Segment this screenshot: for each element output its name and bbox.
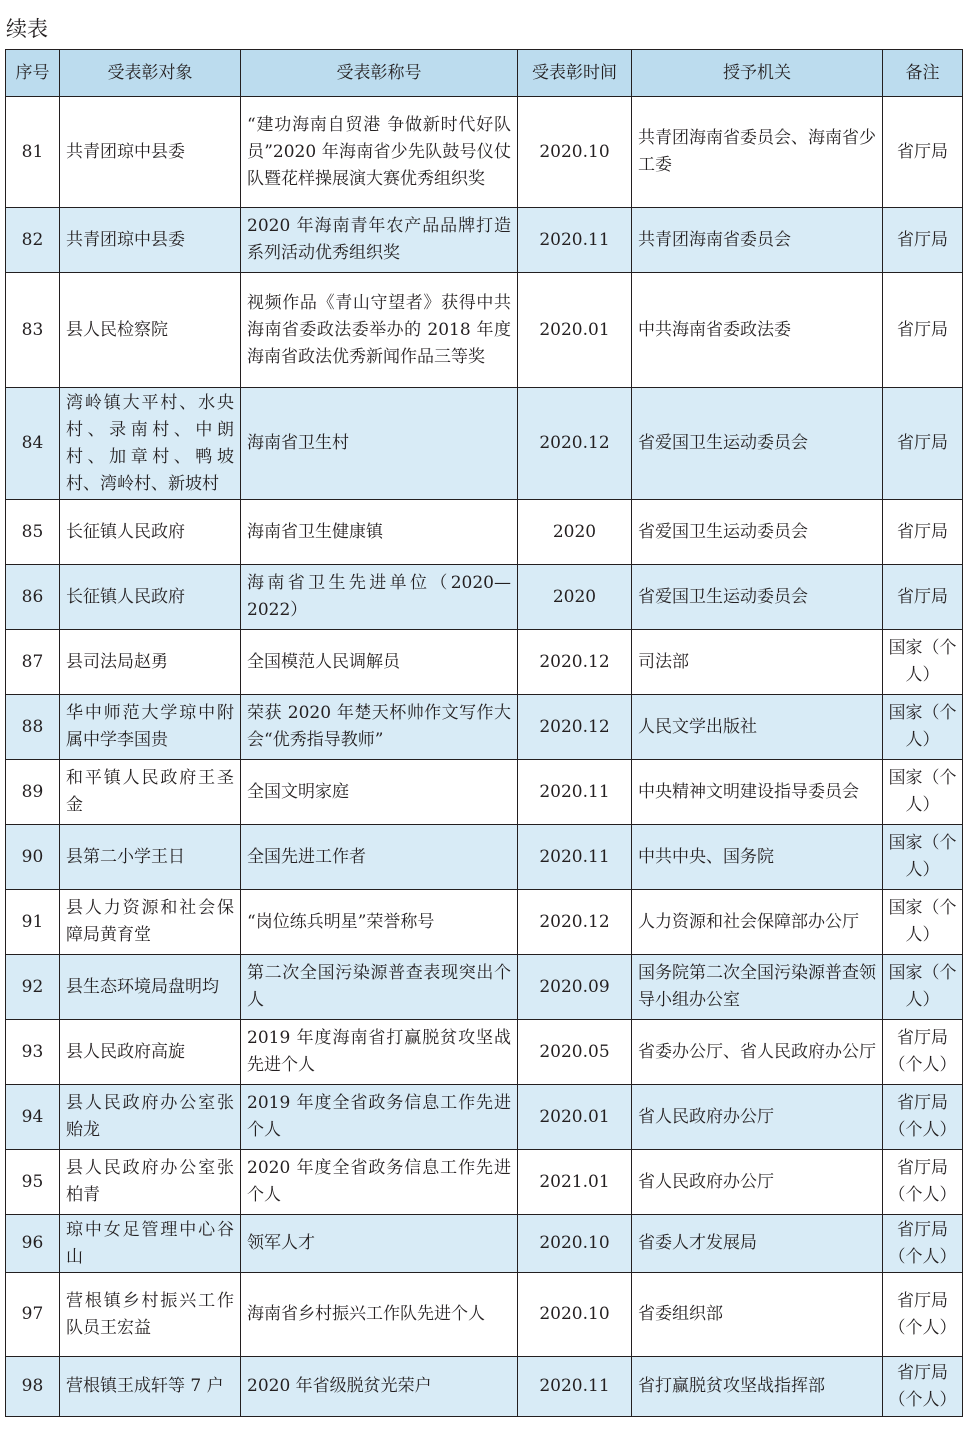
cell-index: 89 <box>6 760 60 825</box>
awards-table <box>5 49 963 1417</box>
cell-remarks: 省厅局（个人） <box>883 1215 963 1273</box>
table-row <box>6 565 963 630</box>
cell-index: 95 <box>6 1150 60 1215</box>
cell-remarks: 国家（个人） <box>883 955 963 1020</box>
table-row <box>6 825 963 890</box>
cell-recipient: 长征镇人民政府 <box>60 500 241 565</box>
cell-index: 96 <box>6 1215 60 1273</box>
cell-recipient: 共青团琼中县委 <box>60 97 241 208</box>
cell-award-title: 2020 年省级脱贫光荣户 <box>241 1357 518 1417</box>
cell-award-title: 海南省乡村振兴工作队先进个人 <box>241 1273 518 1357</box>
table-row <box>6 955 963 1020</box>
cell-granting-body: 人民文学出版社 <box>632 695 883 760</box>
cell-granting-body: 中共中央、国务院 <box>632 825 883 890</box>
cell-granting-body: 省委组织部 <box>632 1273 883 1357</box>
table-row <box>6 695 963 760</box>
cell-recipient: 县人民政府高旋 <box>60 1020 241 1085</box>
cell-remarks: 省厅局 <box>883 388 963 500</box>
cell-remarks: 省厅局 <box>883 565 963 630</box>
cell-recipient: 县人民政府办公室张贻龙 <box>60 1085 241 1150</box>
table-caption: 续表 <box>6 17 48 41</box>
cell-award-time: 2020.01 <box>518 1085 632 1150</box>
table-row <box>6 500 963 565</box>
cell-award-title: “建功海南自贸港 争做新时代好队员”2020 年海南省少先队鼓号仪仗队暨花样操展演大赛优秀组织奖 <box>241 97 518 208</box>
cell-index: 88 <box>6 695 60 760</box>
cell-remarks: 国家（个人） <box>883 760 963 825</box>
cell-recipient: 华中师范大学琼中附属中学李国贵 <box>60 695 241 760</box>
cell-index: 82 <box>6 208 60 273</box>
cell-granting-body: 中共海南省委政法委 <box>632 273 883 388</box>
cell-award-time: 2020.01 <box>518 273 632 388</box>
table-row <box>6 1020 963 1085</box>
header-award-time: 受表彰时间 <box>518 50 632 97</box>
cell-recipient: 县第二小学王日 <box>60 825 241 890</box>
cell-remarks: 省厅局（个人） <box>883 1357 963 1417</box>
cell-granting-body: 中央精神文明建设指导委员会 <box>632 760 883 825</box>
table-row <box>6 388 963 500</box>
cell-remarks: 省厅局（个人） <box>883 1020 963 1085</box>
cell-award-title: 海南省卫生村 <box>241 388 518 500</box>
cell-granting-body: 省爱国卫生运动委员会 <box>632 500 883 565</box>
cell-award-title: 2019 年度海南省打赢脱贫攻坚战先进个人 <box>241 1020 518 1085</box>
cell-index: 86 <box>6 565 60 630</box>
cell-index: 85 <box>6 500 60 565</box>
cell-award-title: 荣获 2020 年楚天杯帅作文写作大会“优秀指导教师” <box>241 695 518 760</box>
cell-index: 93 <box>6 1020 60 1085</box>
cell-granting-body: 省人民政府办公厅 <box>632 1085 883 1150</box>
cell-recipient: 营根镇王成轩等 7 户 <box>60 1357 241 1417</box>
cell-award-title: 全国先进工作者 <box>241 825 518 890</box>
cell-index: 87 <box>6 630 60 695</box>
cell-recipient: 湾岭镇大平村、水央村、录南村、中朗村、加章村、鸭坡村、湾岭村、新坡村 <box>60 388 241 500</box>
cell-granting-body: 省委人才发展局 <box>632 1215 883 1273</box>
cell-index: 97 <box>6 1273 60 1357</box>
cell-award-title: 2020 年度全省政务信息工作先进个人 <box>241 1150 518 1215</box>
cell-award-time: 2020.05 <box>518 1020 632 1085</box>
cell-award-time: 2020.11 <box>518 1357 632 1417</box>
cell-granting-body: 共青团海南省委员会 <box>632 208 883 273</box>
cell-award-title: 2019 年度全省政务信息工作先进个人 <box>241 1085 518 1150</box>
cell-remarks: 国家（个人） <box>883 825 963 890</box>
cell-recipient: 县生态环境局盘明均 <box>60 955 241 1020</box>
cell-granting-body: 省爱国卫生运动委员会 <box>632 388 883 500</box>
cell-granting-body: 省爱国卫生运动委员会 <box>632 565 883 630</box>
table-header-row <box>6 50 963 97</box>
cell-granting-body: 司法部 <box>632 630 883 695</box>
cell-award-time: 2020.10 <box>518 1273 632 1357</box>
cell-award-time: 2020.11 <box>518 825 632 890</box>
header-index: 序号 <box>6 50 60 97</box>
cell-recipient: 县人民检察院 <box>60 273 241 388</box>
cell-remarks: 国家（个人） <box>883 890 963 955</box>
cell-award-time: 2021.01 <box>518 1150 632 1215</box>
cell-award-time: 2020.12 <box>518 388 632 500</box>
cell-award-time: 2020 <box>518 500 632 565</box>
cell-index: 94 <box>6 1085 60 1150</box>
cell-award-time: 2020.12 <box>518 695 632 760</box>
cell-award-time: 2020.10 <box>518 97 632 208</box>
cell-award-time: 2020.11 <box>518 760 632 825</box>
cell-recipient: 营根镇乡村振兴工作队员王宏益 <box>60 1273 241 1357</box>
header-granting-body: 授予机关 <box>632 50 883 97</box>
cell-index: 91 <box>6 890 60 955</box>
cell-recipient: 县司法局赵勇 <box>60 630 241 695</box>
cell-recipient: 县人力资源和社会保障局黄育堂 <box>60 890 241 955</box>
table-row <box>6 208 963 273</box>
table-row <box>6 760 963 825</box>
cell-award-title: 海南省卫生健康镇 <box>241 500 518 565</box>
cell-index: 92 <box>6 955 60 1020</box>
cell-granting-body: 省委办公厅、省人民政府办公厅 <box>632 1020 883 1085</box>
cell-award-time: 2020.10 <box>518 1215 632 1273</box>
cell-remarks: 国家（个人） <box>883 695 963 760</box>
cell-remarks: 省厅局 <box>883 273 963 388</box>
cell-remarks: 省厅局 <box>883 97 963 208</box>
table-body <box>6 97 963 1417</box>
cell-remarks: 省厅局 <box>883 500 963 565</box>
cell-index: 83 <box>6 273 60 388</box>
cell-recipient: 共青团琼中县委 <box>60 208 241 273</box>
cell-award-time: 2020.12 <box>518 630 632 695</box>
cell-granting-body: 人力资源和社会保障部办公厅 <box>632 890 883 955</box>
cell-award-title: 海南省卫生先进单位（2020—2022） <box>241 565 518 630</box>
cell-award-title: “岗位练兵明星”荣誉称号 <box>241 890 518 955</box>
table-row <box>6 1215 963 1273</box>
cell-granting-body: 省打赢脱贫攻坚战指挥部 <box>632 1357 883 1417</box>
table-row <box>6 1085 963 1150</box>
cell-award-title: 领军人才 <box>241 1215 518 1273</box>
cell-award-title: 全国文明家庭 <box>241 760 518 825</box>
cell-granting-body: 国务院第二次全国污染源普查领导小组办公室 <box>632 955 883 1020</box>
table-row <box>6 97 963 208</box>
header-remarks: 备注 <box>883 50 963 97</box>
header-recipient: 受表彰对象 <box>60 50 241 97</box>
cell-recipient: 县人民政府办公室张柏青 <box>60 1150 241 1215</box>
cell-award-time: 2020.11 <box>518 208 632 273</box>
table-row <box>6 890 963 955</box>
table-row <box>6 273 963 388</box>
table-row <box>6 630 963 695</box>
cell-index: 81 <box>6 97 60 208</box>
cell-award-title: 2020 年海南青年农产品品牌打造系列活动优秀组织奖 <box>241 208 518 273</box>
cell-award-title: 第二次全国污染源普查表现突出个人 <box>241 955 518 1020</box>
cell-remarks: 省厅局（个人） <box>883 1150 963 1215</box>
cell-index: 84 <box>6 388 60 500</box>
cell-granting-body: 共青团海南省委员会、海南省少工委 <box>632 97 883 208</box>
cell-index: 98 <box>6 1357 60 1417</box>
cell-granting-body: 省人民政府办公厅 <box>632 1150 883 1215</box>
cell-award-title: 视频作品《青山守望者》获得中共海南省委政法委举办的 2018 年度海南省政法优秀新闻作品三等奖 <box>241 273 518 388</box>
cell-recipient: 琼中女足管理中心谷山 <box>60 1215 241 1273</box>
cell-remarks: 省厅局（个人） <box>883 1273 963 1357</box>
cell-remarks: 省厅局 <box>883 208 963 273</box>
cell-recipient: 和平镇人民政府王圣金 <box>60 760 241 825</box>
table-row <box>6 1150 963 1215</box>
cell-index: 90 <box>6 825 60 890</box>
cell-remarks: 省厅局（个人） <box>883 1085 963 1150</box>
cell-award-time: 2020.12 <box>518 890 632 955</box>
cell-award-time: 2020.09 <box>518 955 632 1020</box>
cell-award-title: 全国模范人民调解员 <box>241 630 518 695</box>
cell-recipient: 长征镇人民政府 <box>60 565 241 630</box>
table-row <box>6 1273 963 1357</box>
cell-award-time: 2020 <box>518 565 632 630</box>
header-award-title: 受表彰称号 <box>241 50 518 97</box>
table-row <box>6 1357 963 1417</box>
cell-remarks: 国家（个人） <box>883 630 963 695</box>
